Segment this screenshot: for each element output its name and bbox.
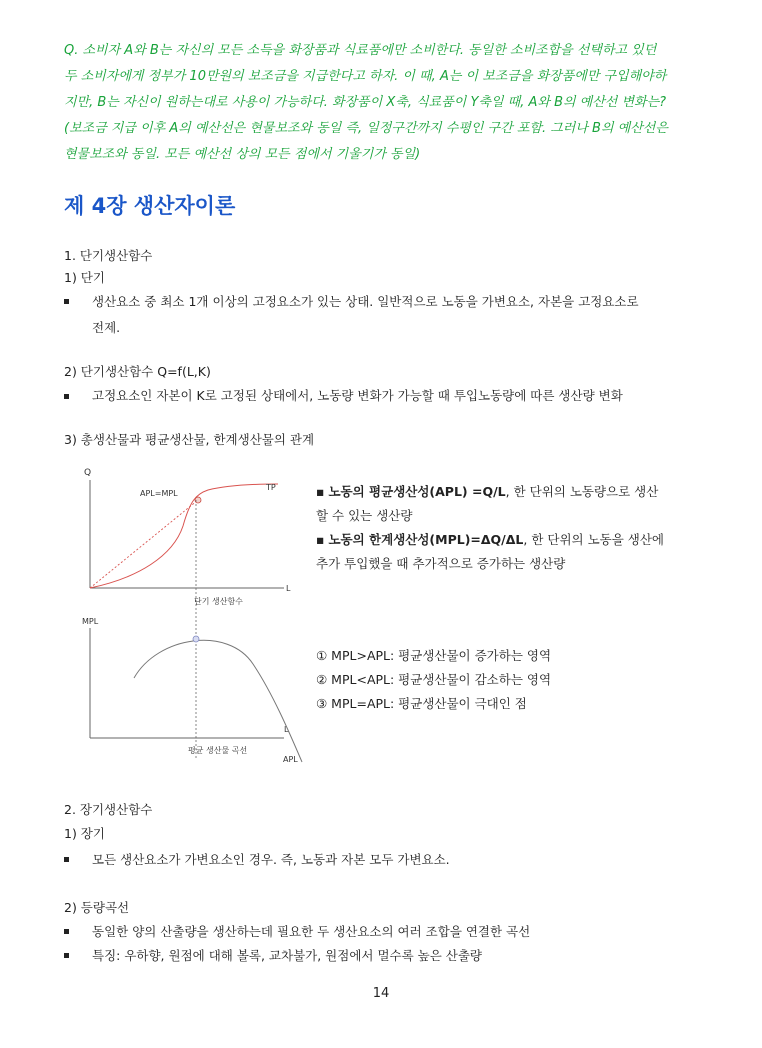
region-item: ③ MPL=APL: 평균생산물이 극대인 점: [316, 696, 527, 711]
subsection-heading: 1) 장기: [64, 826, 105, 841]
tp-curve: [90, 484, 278, 588]
bullet-line: 생산요소 중 최소 1개 이상의 고정요소가 있는 상태. 일반적으로 노동을 가변요소, 자본을 고정요소로: [92, 294, 639, 309]
apl-ray: [90, 500, 198, 588]
top-caption: 단기 생산함수: [194, 597, 243, 606]
chapter-title: 제 4장 생산자이론: [64, 194, 236, 218]
bullet-text: [92, 289, 704, 341]
page-number: 14: [372, 986, 390, 1001]
bullet-line: 전제.: [92, 320, 121, 335]
subsection-heading: 2) 단기생산함수 Q=f(L,K): [64, 364, 211, 379]
bottom-x-label: L: [284, 725, 289, 734]
bullet-marker-inline: ▪: [316, 532, 325, 547]
question-block: [64, 38, 704, 168]
bullet-text: 고정요소인 자본이 K로 고정된 상태에서, 노동량 변화가 가능할 때 투입노동량에 따른 생산량 변화: [92, 388, 623, 403]
apl-max-point: [193, 636, 199, 642]
question-line: (보조금 지급 이후 A의 예산선은 현물보조와 동일 즉, 일정구간까지 수평인 구간 포함. 그러나 B의 예산선은: [64, 121, 668, 136]
bullet-marker: [64, 857, 69, 862]
subsection-heading: 1) 단기: [64, 270, 105, 285]
bullet-marker: [64, 953, 69, 958]
bullet-marker: [64, 299, 69, 304]
mpl-desc: , 한 단위의 노동을 생산에: [523, 532, 665, 547]
section-heading: 2. 장기생산함수: [64, 802, 153, 817]
bottom-y-label: MPL: [82, 617, 99, 626]
apl-definition: [316, 480, 692, 528]
top-x-label: L: [286, 584, 291, 593]
question-line: 현물보조와 동일. 모든 예산선 상의 모든 점에서 기울기가 동일): [64, 147, 421, 162]
mpl-term: 노동의 한계생산성(MPL)=ΔQ/ΔL: [328, 532, 524, 547]
region-item: ① MPL>APL: 평균생산물이 증가하는 영역: [316, 648, 552, 663]
bullet-marker-inline: ▪: [316, 484, 325, 499]
apl-desc: 할 수 있는 생산량: [316, 508, 413, 523]
apl-desc: , 한 단위의 노동량으로 생산: [505, 484, 659, 499]
bullet-marker: [64, 929, 69, 934]
section-heading: 1. 단기생산함수: [64, 248, 153, 263]
bullet-text: 동일한 양의 산출량을 생산하는데 필요한 두 생산요소의 여러 조합을 연결한 곡선: [92, 924, 531, 939]
mpl-desc: 추가 투입했을 때 추가적으로 증가하는 생산량: [316, 556, 566, 571]
mpl-definition: [316, 528, 692, 576]
mpl-curve: [134, 640, 302, 762]
region-item: ② MPL<APL: 평균생산물이 감소하는 영역: [316, 672, 552, 687]
apl-mpl-label: APL=MPL: [140, 489, 178, 498]
bullet-text: 특징: 우하향, 원점에 대해 볼록, 교차불가, 원점에서 멀수록 높은 산출량: [92, 948, 482, 963]
tp-label: TP: [266, 483, 276, 492]
top-y-label: Q: [84, 468, 92, 478]
bottom-caption: 평균 생산물 곡선: [188, 746, 248, 755]
question-line: 두 소비자에게 정부가 10만원의 보조금을 지급한다고 하자. 이 때, A는 이 보조금을 화장품에만 구입해야하: [64, 69, 667, 84]
subsection-heading: 2) 등량곡선: [64, 900, 130, 915]
question-line: 지만, B는 자신이 원하는대로 사용이 가능하다. 화장품이 X축, 식료품이 Y축일 때, A와 B의 예산선 변화는?: [64, 95, 667, 110]
question-line: Q. 소비자 A와 B는 자신의 모든 소득을 화장품과 식료품에만 소비한다. 동일한 소비조합을 선택하고 있던: [64, 43, 657, 58]
bullet-marker: [64, 394, 69, 399]
apl-label: APL: [283, 755, 298, 764]
production-curves-figure: [78, 466, 308, 772]
subsection-heading: 3) 총생산물과 평균생산물, 한계생산물의 관계: [64, 432, 315, 447]
bullet-text: 모든 생산요소가 가변요소인 경우. 즉, 노동과 자본 모두 가변요소.: [92, 852, 450, 867]
apl-term: 노동의 평균생산성(APL) =Q/L: [328, 484, 506, 499]
